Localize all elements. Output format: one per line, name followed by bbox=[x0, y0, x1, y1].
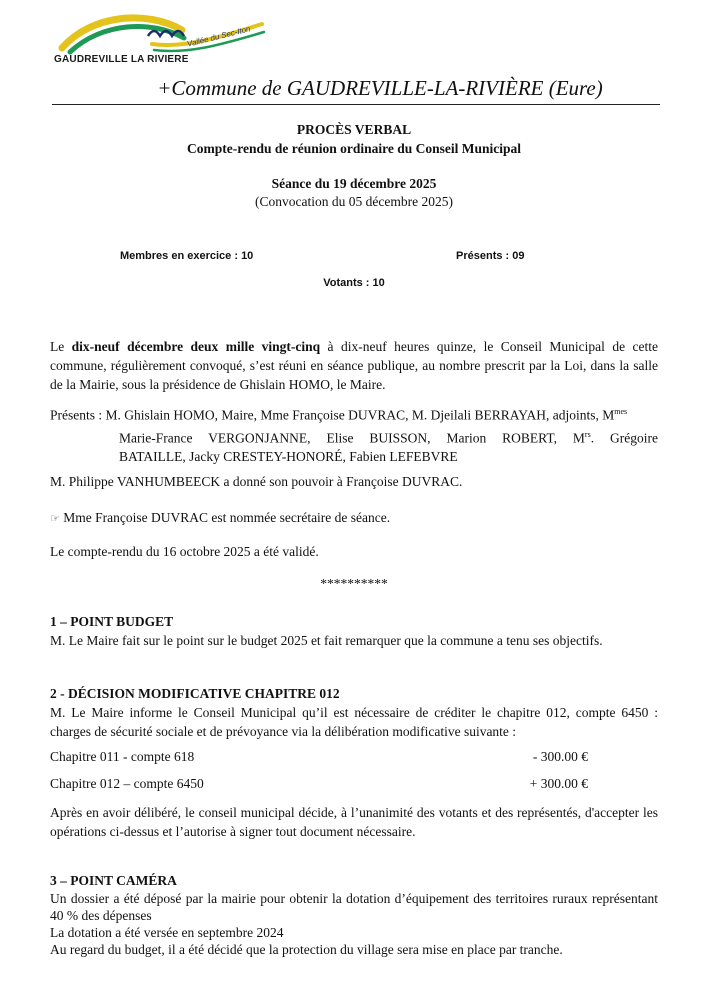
presents-line2b: . Grégoire bbox=[590, 430, 658, 445]
budget-line bbox=[50, 776, 588, 792]
budget-line-label: Chapitre 011 - compte 618 bbox=[50, 749, 195, 764]
header-divider bbox=[52, 104, 660, 105]
secretaire-text: Mme Françoise DUVRAC est nommée secrétaire de séance. bbox=[59, 510, 391, 525]
presents-line2-wrap bbox=[50, 425, 658, 448]
budget-line bbox=[50, 749, 588, 765]
budget-line-amount: + 300.00 € bbox=[529, 776, 588, 791]
presents-line1: M. Ghislain HOMO, Maire, Mme Françoise DUVRAC, M. Djeilali BERRAYAH, adjoints, M bbox=[102, 407, 615, 423]
presents-sup2: rs bbox=[584, 429, 591, 439]
validation-note: Le compte-rendu du 16 octobre 2025 a été validé. bbox=[50, 544, 319, 559]
presents-sup1: mes bbox=[614, 407, 628, 416]
section-camera-text bbox=[50, 890, 658, 958]
intro-paragraph bbox=[50, 337, 658, 394]
camera-line2: La dotation a été versée en septembre 2024 bbox=[50, 925, 284, 940]
secretaire-note bbox=[50, 508, 658, 528]
section-decision-heading: 2 - DÉCISION MODIFICATIVE CHAPITRE 012 bbox=[50, 686, 340, 701]
commune-logo bbox=[52, 8, 272, 78]
logo-subtitle: Vallée du Sec-Iton bbox=[186, 24, 252, 49]
budget-line-label: Chapitre 012 – compte 6450 bbox=[50, 776, 204, 791]
convocation-date: (Convocation du 05 décembre 2025) bbox=[255, 194, 453, 209]
camera-line1: Un dossier a été déposé par la mairie pour obtenir la dotation d’équipement des territoires ruraux représentant 40 % des dépenses bbox=[50, 891, 658, 923]
presents-list bbox=[50, 402, 658, 466]
intro-rest: à dix-neuf heures quinze, le Conseil Municipal de cette commune, régulièrement convoqué, s’est réuni en séance publique, au nombre prescrit par la Loi, dans la salle de la Mairie, sous la présidence de Ghislain HOMO, le Maire. bbox=[50, 339, 658, 392]
presents-count: Présents : 09 bbox=[456, 250, 525, 262]
section-decision-conclusion: Après en avoir délibéré, le conseil municipal décide, à l’unanimité des votants et des représentés, d'accepter les opérations ci-dessus et l’autorise à signer tout document nécessaire. bbox=[50, 805, 658, 839]
logo-name: GAUDREVILLE LA RIVIERE bbox=[54, 54, 189, 65]
section-camera-heading: 3 – POINT CAMÉRA bbox=[50, 873, 177, 888]
pouvoir-note: M. Philippe VANHUMBEECK a donné son pouvoir à Françoise DUVRAC. bbox=[50, 474, 463, 489]
membres-count: Membres en exercice : 10 bbox=[120, 250, 254, 262]
presents-line3: BATAILLE, Jacky CRESTEY-HONORÉ, Fabien LEFEBVRE bbox=[119, 449, 458, 464]
section-decision-text: M. Le Maire informe le Conseil Municipal qu’il est nécessaire de créditer le chapitre 012, compte 6450 : charges de sécurité sociale et de prévoyance via la délibération modificative suivante : bbox=[50, 705, 658, 739]
presents-line2: Marie-France VERGONJANNE, Elise BUISSON, Marion ROBERT, M bbox=[119, 430, 585, 445]
pointing-hand-icon: ☞ bbox=[50, 512, 60, 525]
section-budget-heading: 1 – POINT BUDGET bbox=[50, 614, 174, 629]
intro-date: dix-neuf décembre deux mille vingt-cinq bbox=[71, 339, 321, 354]
camera-line3: Au regard du budget, il a été décidé que la protection du village sera mise en place par tranche. bbox=[50, 942, 563, 957]
commune-header: +Commune de GAUDREVILLE-LA-RIVIÈRE (Eure) bbox=[157, 76, 603, 100]
presents-label: Présents : bbox=[50, 407, 103, 423]
section-budget-text: M. Le Maire fait sur le point sur le budget 2025 et fait remarquer que la commune a tenu ses objectifs. bbox=[50, 633, 603, 648]
intro-lead: Le bbox=[50, 339, 72, 354]
separator: ********** bbox=[320, 576, 388, 591]
seance-date: Séance du 19 décembre 2025 bbox=[271, 176, 437, 191]
votants-count: Votants : 10 bbox=[323, 277, 385, 289]
budget-line-amount: - 300.00 € bbox=[532, 749, 588, 764]
doc-type: PROCÈS VERBAL bbox=[296, 122, 412, 137]
doc-subtitle: Compte-rendu de réunion ordinaire du Conseil Municipal bbox=[186, 141, 522, 156]
